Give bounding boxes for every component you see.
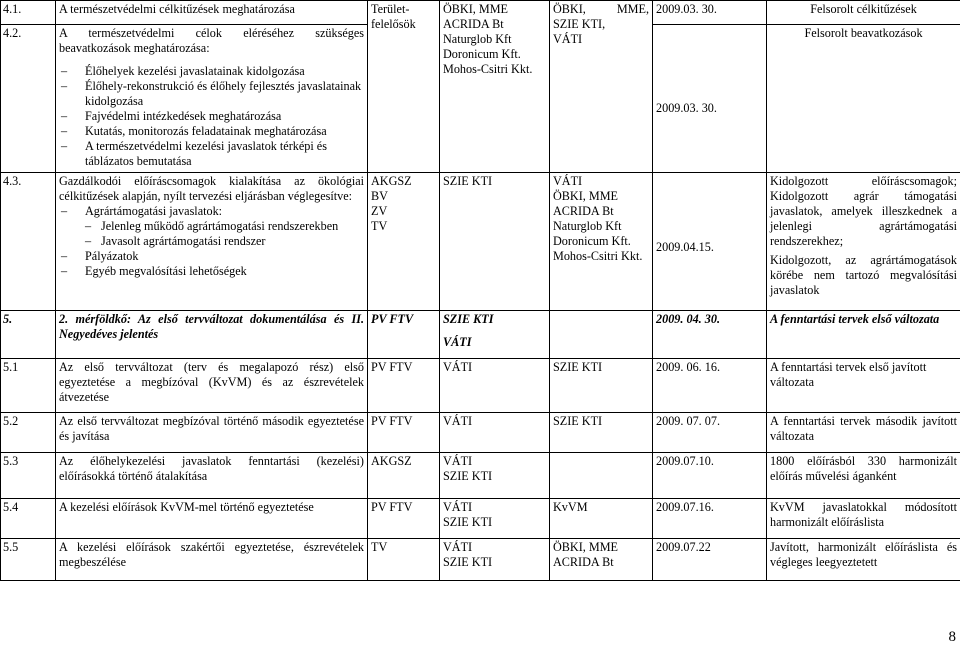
- responsible-cell: PV FTV: [368, 413, 440, 453]
- task-title: Az első tervváltozat (terv és megalapozó rész) első egyeztetése a megbízóval (KvVM) és az észrevételek átvezetése: [56, 359, 368, 413]
- page-number: 8: [948, 629, 956, 645]
- list-item: – Élőhely-rekonstrukció és élőhely fejlesztés javaslatainak kidolgozása: [59, 79, 364, 109]
- responsible-cell: TV: [368, 539, 440, 581]
- partner-line: VÁTI: [443, 454, 473, 468]
- date-cell: 2009. 06. 16.: [653, 359, 767, 413]
- date-cell: 2009.07.10.: [653, 453, 767, 499]
- task-list: [59, 204, 364, 219]
- partner2-line: VÁTI: [553, 32, 583, 46]
- task-list: [59, 64, 364, 169]
- task-title: Az élőhelykezelési javaslatok fenntartási (kezelési) előírásokká történő átalakítása: [56, 453, 368, 499]
- partner2-cell: SZIE KTI: [550, 413, 653, 453]
- table-row: [1, 311, 960, 359]
- responsible-line: ZV: [371, 204, 388, 218]
- table-row: [1, 359, 960, 413]
- partner2-cell: [550, 173, 653, 311]
- output-text: Kidolgozott előíráscsomagok; Kidolgozott agrár támogatási javaslatok, amelyek illeszkednek a jelenlegi agrártámogatási rendszerekhez;: [770, 174, 957, 248]
- partner-line: SZIE KTI: [443, 312, 494, 326]
- table-row: [1, 499, 960, 539]
- partner-cell: [440, 1, 550, 173]
- list-item: – A természetvédelmi kezelési javaslatok térképi és táblázatos bemutatása: [59, 139, 364, 169]
- list-item: – Agrártámogatási javaslatok:: [59, 204, 364, 219]
- table-row: [1, 539, 960, 581]
- partner-cell: VÁTI: [440, 413, 550, 453]
- responsible-cell: [368, 173, 440, 311]
- list-item: – Fajvédelmi intézkedések meghatározása: [59, 109, 364, 124]
- partner2-line: Naturglob Kft: [553, 219, 622, 233]
- output-cell: Felsorolt célkitűzések: [767, 1, 960, 25]
- task-title: A kezelési előírások szakértői egyeztetése, észrevételek megbeszélése: [56, 539, 368, 581]
- task-cell: [56, 173, 368, 311]
- list-item: – Élőhelyek kezelési javaslatainak kidolgozása: [59, 64, 364, 79]
- responsible-cell: PV FTV: [368, 499, 440, 539]
- output-text: Kidolgozott, az agrártámogatások körébe nem tartozó megvalósítási javaslatok: [770, 253, 957, 297]
- partner-line: ÖBKI, MME: [443, 2, 509, 16]
- task-title: 2. mérföldkő: Az első tervváltozat dokumentálása és II. Negyedéves jelentés: [56, 311, 368, 359]
- partner2-line: ÖBKI, MME: [553, 540, 619, 554]
- output-cell: [767, 173, 960, 311]
- table-row: [1, 173, 960, 311]
- list-item: – Javasolt agrártámogatási rendszer: [59, 234, 364, 249]
- partner2-line: ACRIDA Bt: [553, 555, 614, 569]
- partner-line: VÁTI: [443, 500, 473, 514]
- partner2-line: Mohos-Csitri Kkt.: [553, 249, 643, 263]
- task-list: [59, 249, 364, 279]
- partner2-line: ACRIDA Bt: [553, 204, 614, 218]
- row-number: 5.1: [1, 359, 56, 413]
- date-cell: 2009. 04. 30.: [653, 311, 767, 359]
- list-item: – Egyéb megvalósítási lehetőségek: [59, 264, 364, 279]
- responsible-cell: PV FTV: [368, 359, 440, 413]
- responsible-cell: PV FTV: [368, 311, 440, 359]
- row-number: 4.1.: [1, 1, 56, 25]
- date-cell: 2009. 07. 07.: [653, 413, 767, 453]
- responsible-line: AKGSZ: [371, 174, 412, 188]
- partner-line: SZIE KTI: [443, 174, 493, 188]
- partner-cell: VÁTI: [440, 359, 550, 413]
- partner-cell: [440, 539, 550, 581]
- row-number: 5.5: [1, 539, 56, 581]
- partner2-line: VÁTI: [553, 174, 583, 188]
- partner-line: VÁTI: [443, 335, 472, 349]
- task-sublist: [59, 219, 364, 249]
- row-number: 5.: [1, 311, 56, 359]
- responsible-line: BV: [371, 189, 388, 203]
- partner-line: SZIE KTI: [443, 515, 493, 529]
- task-title: A kezelési előírások KvVM-mel történő egyeztetése: [56, 499, 368, 539]
- partner-line: Mohos-Csitri Kkt.: [443, 62, 533, 76]
- date-cell: 2009.07.22: [653, 539, 767, 581]
- row-number: 4.2.: [1, 25, 56, 173]
- partner2-cell: [550, 1, 653, 173]
- partner-cell: [440, 173, 550, 311]
- partner-line: SZIE KTI: [443, 469, 493, 483]
- date-text: 2009.03. 30.: [656, 101, 717, 115]
- partner-line: SZIE KTI: [443, 555, 493, 569]
- responsible-cell: AKGSZ: [368, 453, 440, 499]
- table-row: [1, 453, 960, 499]
- date-text: 2009.04.15.: [656, 240, 714, 254]
- task-cell: [56, 25, 368, 173]
- table-row: [1, 413, 960, 453]
- list-item: – Jelenleg működő agrártámogatási rendszerekben: [59, 219, 364, 234]
- output-cell: A fenntartási tervek első javított változata: [767, 359, 960, 413]
- responsible-line: TV: [371, 219, 388, 233]
- row-number: 4.3.: [1, 173, 56, 311]
- partner-cell: [440, 453, 550, 499]
- row-number: 5.2: [1, 413, 56, 453]
- date-cell: 2009.03. 30.: [653, 1, 767, 25]
- task-title: Gazdálkodói előíráscsomagok kialakítása az ökológiai célkitűzések alapján, nyílt tervezési eljárásban véglegesítve:: [59, 174, 364, 203]
- row-number: 5.3: [1, 453, 56, 499]
- partner2-line: Doronicum Kft.: [553, 234, 631, 248]
- partner2-line: ÖBKI, MME, SZIE KTI,: [553, 2, 649, 31]
- output-cell: Javított, harmonizált előíráslista és végleges leegyeztetett: [767, 539, 960, 581]
- date-cell: [653, 25, 767, 173]
- list-item: – Pályázatok: [59, 249, 364, 264]
- list-item: – Kutatás, monitorozás feladatainak meghatározása: [59, 124, 364, 139]
- task-title: Az első tervváltozat megbízóval történő második egyeztetése és javítása: [56, 413, 368, 453]
- task-title: A természetvédelmi célok eléréséhez szükséges beavatkozások meghatározása:: [59, 26, 364, 55]
- partner2-cell: [550, 453, 653, 499]
- output-cell: A fenntartási tervek második javított változata: [767, 413, 960, 453]
- responsible-cell: [368, 1, 440, 173]
- partner-line: Doronicum Kft.: [443, 47, 521, 61]
- date-cell: 2009.07.16.: [653, 499, 767, 539]
- partner-cell: [440, 499, 550, 539]
- partner2-line: ÖBKI, MME: [553, 189, 619, 203]
- partner2-cell: SZIE KTI: [550, 359, 653, 413]
- output-cell: Felsorolt beavatkozások: [767, 25, 960, 173]
- partner-line: Naturglob Kft: [443, 32, 512, 46]
- partner2-cell: [550, 311, 653, 359]
- partner-line: ACRIDA Bt: [443, 17, 504, 31]
- partner-cell: [440, 311, 550, 359]
- output-cell: 1800 előírásból 330 harmonizált előírás művelési áganként: [767, 453, 960, 499]
- task-title: A természetvédelmi célkitűzések meghatározása: [56, 1, 368, 25]
- row-number: 5.4: [1, 499, 56, 539]
- partner-line: VÁTI: [443, 540, 473, 554]
- output-cell: A fenntartási tervek első változata: [767, 311, 960, 359]
- partner2-cell: KvVM: [550, 499, 653, 539]
- output-cell: KvVM javaslatokkal módosított harmonizált előíráslista: [767, 499, 960, 539]
- responsible-text: Terület-felelősök: [371, 2, 416, 31]
- date-cell: [653, 173, 767, 311]
- partner2-cell: [550, 539, 653, 581]
- table-row: [1, 1, 960, 25]
